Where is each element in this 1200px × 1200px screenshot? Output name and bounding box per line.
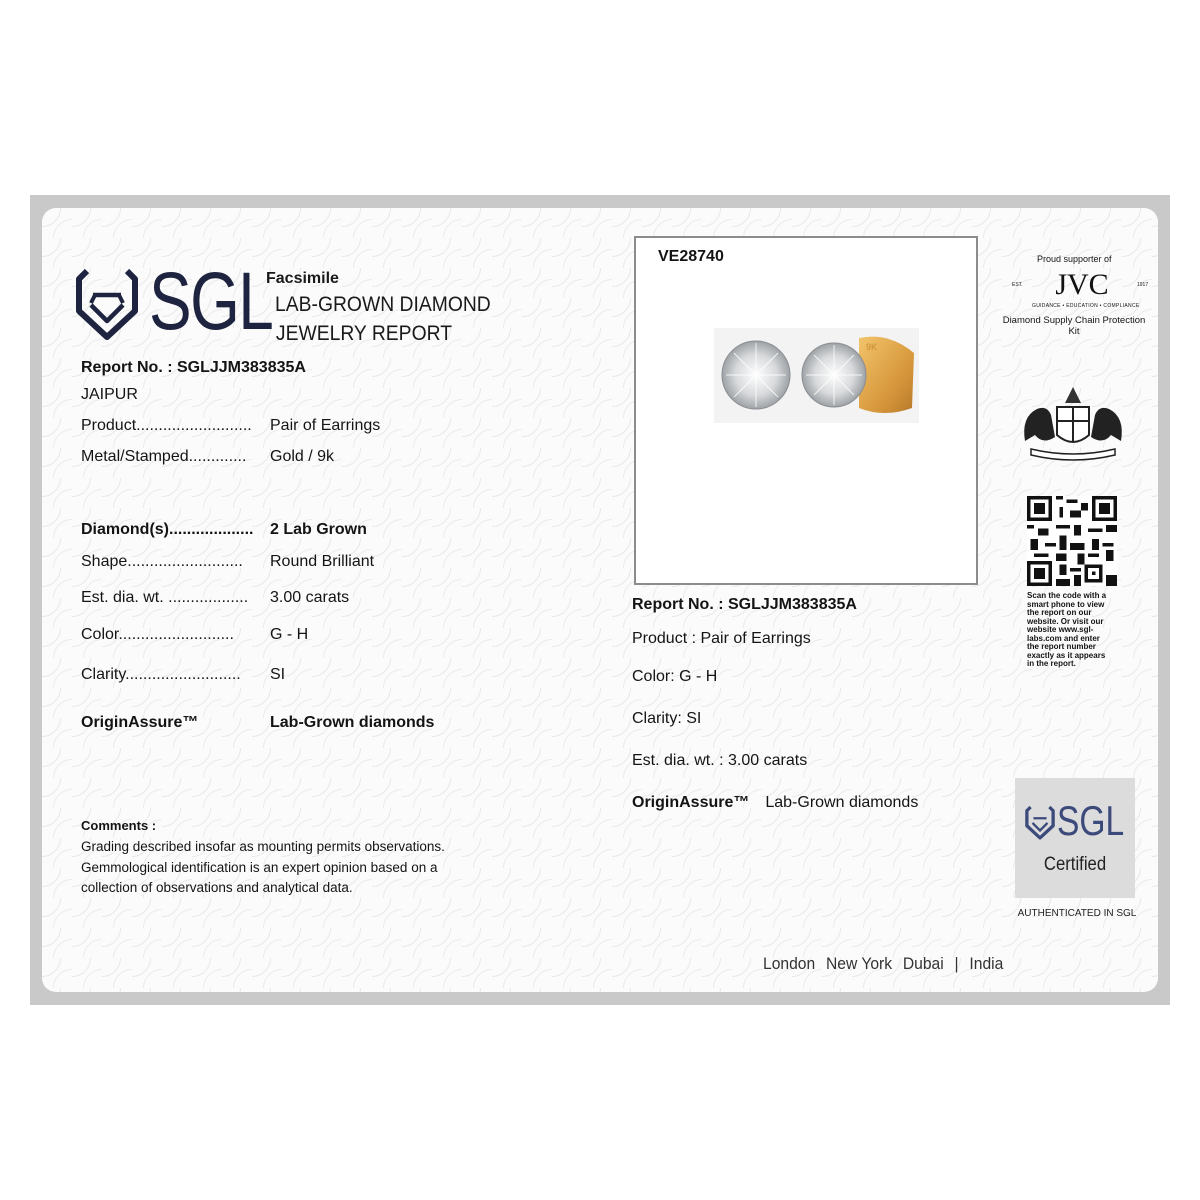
spec-value: SI [270, 666, 286, 683]
summary-product: Product : Pair of Earrings [632, 630, 811, 647]
stamp-label: 9K [866, 342, 878, 352]
summary-weight: Est. dia. wt. : 3.00 carats [632, 752, 808, 769]
earrings-photo [714, 328, 919, 423]
report-title-line2: JEWELRY REPORT [275, 322, 452, 345]
spec-origin [81, 714, 435, 732]
spec-label: Color.......................... [81, 626, 234, 643]
spec-label: Shape.......................... [81, 553, 243, 570]
jvc-supporter-text: Proud supporter of [1037, 254, 1112, 264]
spec-value: G - H [270, 626, 309, 643]
report-number: Report No. : SGLJJM383835A [81, 359, 306, 376]
jvc-est: EST. [1012, 282, 1023, 288]
sgl-certified-brand: SGL [1057, 797, 1125, 844]
report-frame [30, 195, 1170, 1005]
summary-report-number: Report No. : SGLJJM383835A [632, 596, 857, 613]
jvc-logo: JVC [1055, 268, 1109, 301]
coat-of-arms-icon [1017, 383, 1129, 463]
location-india: India [969, 954, 1004, 973]
spec-value: Pair of Earrings [270, 417, 381, 434]
spec-clarity [81, 666, 286, 684]
summary-clarity: Clarity: SI [632, 710, 702, 727]
spec-shape [81, 553, 375, 571]
qr-instructions: Scan the code with a smart phone to view the report on our website. Or visit our website www.sgl-labs.com and enter the report number exactly as it appears in the report. [1027, 591, 1107, 668]
spec-value: Lab-Grown diamonds [270, 714, 435, 731]
summary-origin-value: Lab-Grown diamonds [765, 794, 919, 811]
report-title [275, 290, 491, 348]
authenticated-label: AUTHENTICATED IN SGL [1017, 908, 1137, 919]
office-locations [763, 954, 1010, 974]
location-dubai: Dubai [902, 954, 944, 973]
spec-label: Metal/Stamped............. [81, 448, 247, 465]
jvc-tagline: GUIDANCE • EDUCATION • COMPLIANCE [1032, 303, 1140, 309]
jvc-year: 1917 [1137, 282, 1149, 288]
report-title-line1: LAB-GROWN DIAMOND [275, 293, 491, 316]
earrings-image-icon [714, 328, 919, 423]
summary-color: Color: G - H [632, 668, 718, 685]
report-city: JAIPUR [81, 386, 138, 403]
jvc-kit-label: Diamond Supply Chain Protection Kit [1002, 315, 1146, 337]
summary-origin [632, 794, 918, 812]
product-code: VE28740 [658, 248, 724, 265]
spec-value: Round Brilliant [270, 553, 375, 570]
report-card [42, 208, 1158, 992]
sgl-logo-text: SGL [149, 256, 273, 347]
sgl-certified-shield-icon [1025, 804, 1055, 840]
spec-label: OriginAssure™ [81, 714, 199, 731]
location-separator: | [954, 954, 959, 973]
spec-label: Product.......................... [81, 417, 252, 434]
spec-label: Clarity.......................... [81, 666, 241, 683]
sgl-certified-badge [1015, 778, 1135, 898]
spec-diamonds [81, 521, 367, 539]
spec-value: 3.00 carats [270, 589, 350, 606]
spec-label: Diamond(s)................... [81, 521, 254, 538]
product-image-box [634, 236, 978, 585]
spec-product [81, 417, 381, 435]
certified-label: Certified [1043, 854, 1107, 875]
facsimile-label: Facsimile [266, 270, 339, 287]
spec-value: 2 Lab Grown [270, 521, 367, 538]
spec-color [81, 626, 309, 644]
comments-body: Grading described insofar as mounting permits observations. Gemmological identification is an expert opinion based on a collection of observations and analytical data. [81, 839, 445, 895]
location-new-york: New York [825, 954, 893, 973]
summary-origin-label: OriginAssure™ [632, 794, 750, 811]
comments-heading: Comments : [81, 818, 157, 833]
spec-value: Gold / 9k [270, 448, 335, 465]
spec-weight [81, 589, 350, 607]
location-london: London [763, 954, 816, 973]
spec-metal [81, 448, 335, 466]
qr-code-icon[interactable] [1027, 496, 1117, 586]
spec-label: Est. dia. wt. .................. [81, 589, 249, 606]
sgl-shield-logo-icon [75, 265, 139, 341]
